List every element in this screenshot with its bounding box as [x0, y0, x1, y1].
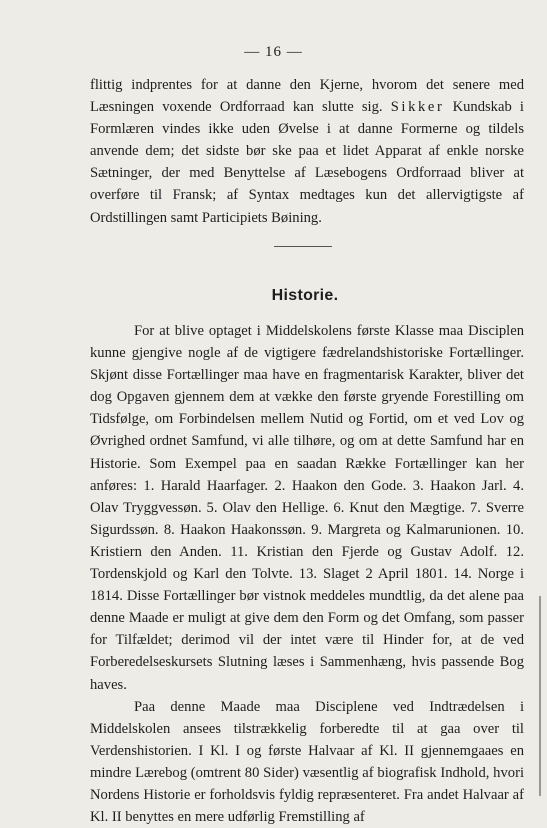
paragraph: For at blive optaget i Middelskolens første Klasse maa Disciplen kunne gjengive nogle af de vigtigere fædrelandshistoriske Fortællinger. Skjønt disse Fortællinger maa have en fragmentarisk Karakter, bliver det dog Opgaven gjennem dem at vække den første gryende Forestilling om Tidsfølge, om Forbindelsen mellem Nutid og Fortid, om et ved Lov og Øvrighed ordnet Samfund, vi alle tilhøre, og om at dette Samfund har en Historie. Som Exempel paa en saadan Række Fortællinger kan her anføres: 1. Harald Haarfager. 2. Haakon den Gode. 3. Haakon Jarl. 4. Olav Tryggvessøn. 5. Olav den Hellige. 6. Knut den Mægtige. 7. Sverre Sigurdssøn. 8. Haakon Haakonssøn. 9. Margreta og Kalmarunionen. 10. Kristiern den Anden. 11. Kristian den Fjerde og Gustav Adolf. 12. Tordenskjold og Karl den Tolvte. 13. Slaget 2 April 1801. 14. Norge i 1814. Disse Fortællinger bør vistnok meddeles mundtlig, da det alene paa denne Maade er muligt at give dem den Form og det Omfang, som passer for Tilfældet; derimod vil der intet være til Hinder for, at de ved Forberedelseskursets Slutning læses i Sammenhæng, hvis passende Bog haves.	[90, 323, 524, 693]
history-section-text	[90, 320, 524, 828]
page-edge-shadow	[539, 596, 541, 796]
french-section-paragraph	[90, 74, 524, 229]
paragraph	[90, 74, 524, 229]
section-heading: Historie.	[271, 287, 339, 304]
emphasized-word: Sikker	[390, 99, 445, 116]
text-run: flittig indprentes for at danne den Kjerne, hvorom det senere med Læsningen voxende Ordforraad kan slutte sig.	[90, 77, 524, 116]
section-divider	[274, 246, 332, 247]
page-number: — 16 —	[244, 44, 303, 60]
paragraph: Paa denne Maade maa Disciplene ved Indtrædelsen i Middelskolen ansees tilstrækkelig forberedte til at gaa over til Verdenshistorien. I Kl. I og første Halvaar af Kl. II gjennemgaaes en mindre Lærebog (omtrent 80 Sider) væsentlig af biografisk Indhold, hvori Nordens Historie er forholdsvis fyldig repræsenteret. Fra andet Halvaar af Kl. II benyttes en mere udførlig Fremstilling af	[90, 698, 524, 826]
text-run: Kundskab i Formlæren vindes ikke uden Øvelse i at danne Formerne og tildels anvende dem; det sidste bør ske paa et lidet Apparat af enkle norske Sætninger, der med Benyttelse af Læsebogens Ordforraad bliver at overføre til Fransk; af Syntax medtages kun det allervigtigste af Ordstillingen samt Participiets Bøining.	[90, 99, 524, 226]
